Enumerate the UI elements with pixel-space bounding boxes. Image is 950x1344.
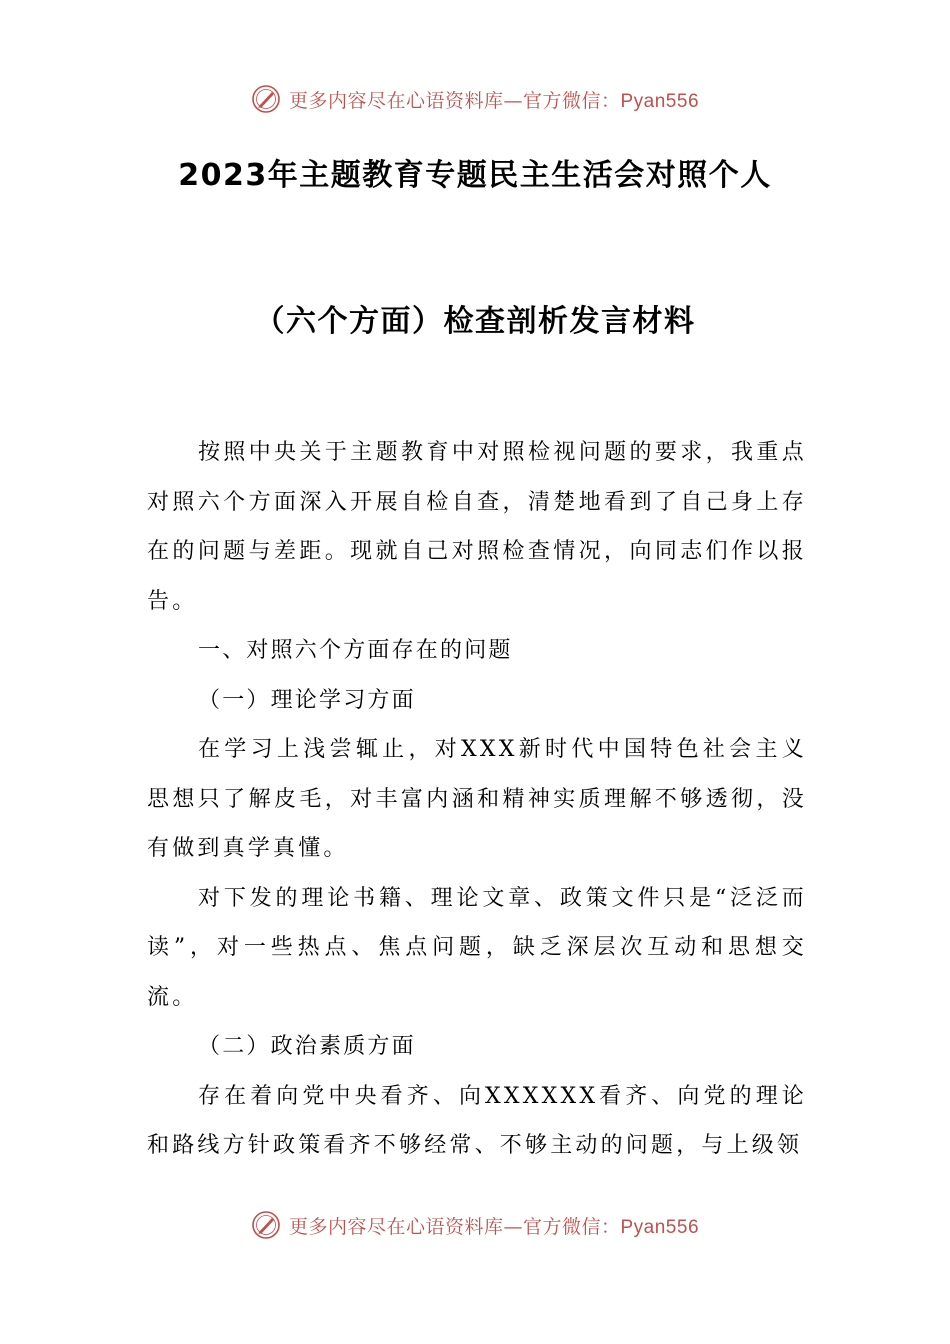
seal-logo-icon <box>251 1210 281 1240</box>
document-title-line-1: 2023年主题教育专题民主生活会对照个人 <box>178 158 772 193</box>
subsection-heading: （二）政治素质方面 <box>198 1034 416 1059</box>
seal-logo-icon <box>251 84 281 114</box>
watermark-text: 更多内容尽在心语资料库—官方微信：Pyan556 <box>288 89 700 112</box>
body-paragraph: 对下发的理论书籍、理论文章、政策文件只是“泛泛而读”，对一些热点、焦点问题，缺乏深层次互动和思想交流。 <box>147 885 807 1010</box>
footer-watermark <box>0 1210 950 1240</box>
watermark-text: 更多内容尽在心语资料库—官方微信：Pyan556 <box>288 1215 700 1238</box>
body-paragraph: 在学习上浅尝辄止，对XXX新时代中国特色社会主义思想只了解皮毛，对丰富内涵和精神实质理解不够透彻，没有做到真学真懂。 <box>147 737 807 861</box>
header-watermark <box>0 84 950 114</box>
document-body <box>147 428 807 1171</box>
section-heading: 一、对照六个方面存在的问题 <box>198 638 513 663</box>
document-title-line-2: （六个方面）检查剖析发言材料 <box>254 304 696 339</box>
body-paragraph: 存在着向党中央看齐、向XXXXXX看齐、向党的理论和路线方针政策看齐不够经常、不够主动的问题，与上级领 <box>147 1083 807 1158</box>
intro-paragraph: 按照中央关于主题教育中对照检视问题的要求，我重点对照六个方面深入开展自检自查，清楚地看到了自己身上存在的问题与差距。现就自己对照检查情况，向同志们作以报告。 <box>147 440 807 614</box>
wechat-id: Pyan556 <box>620 90 700 112</box>
subsection-heading: （一）理论学习方面 <box>198 687 416 713</box>
wechat-id: Pyan556 <box>620 1216 700 1238</box>
